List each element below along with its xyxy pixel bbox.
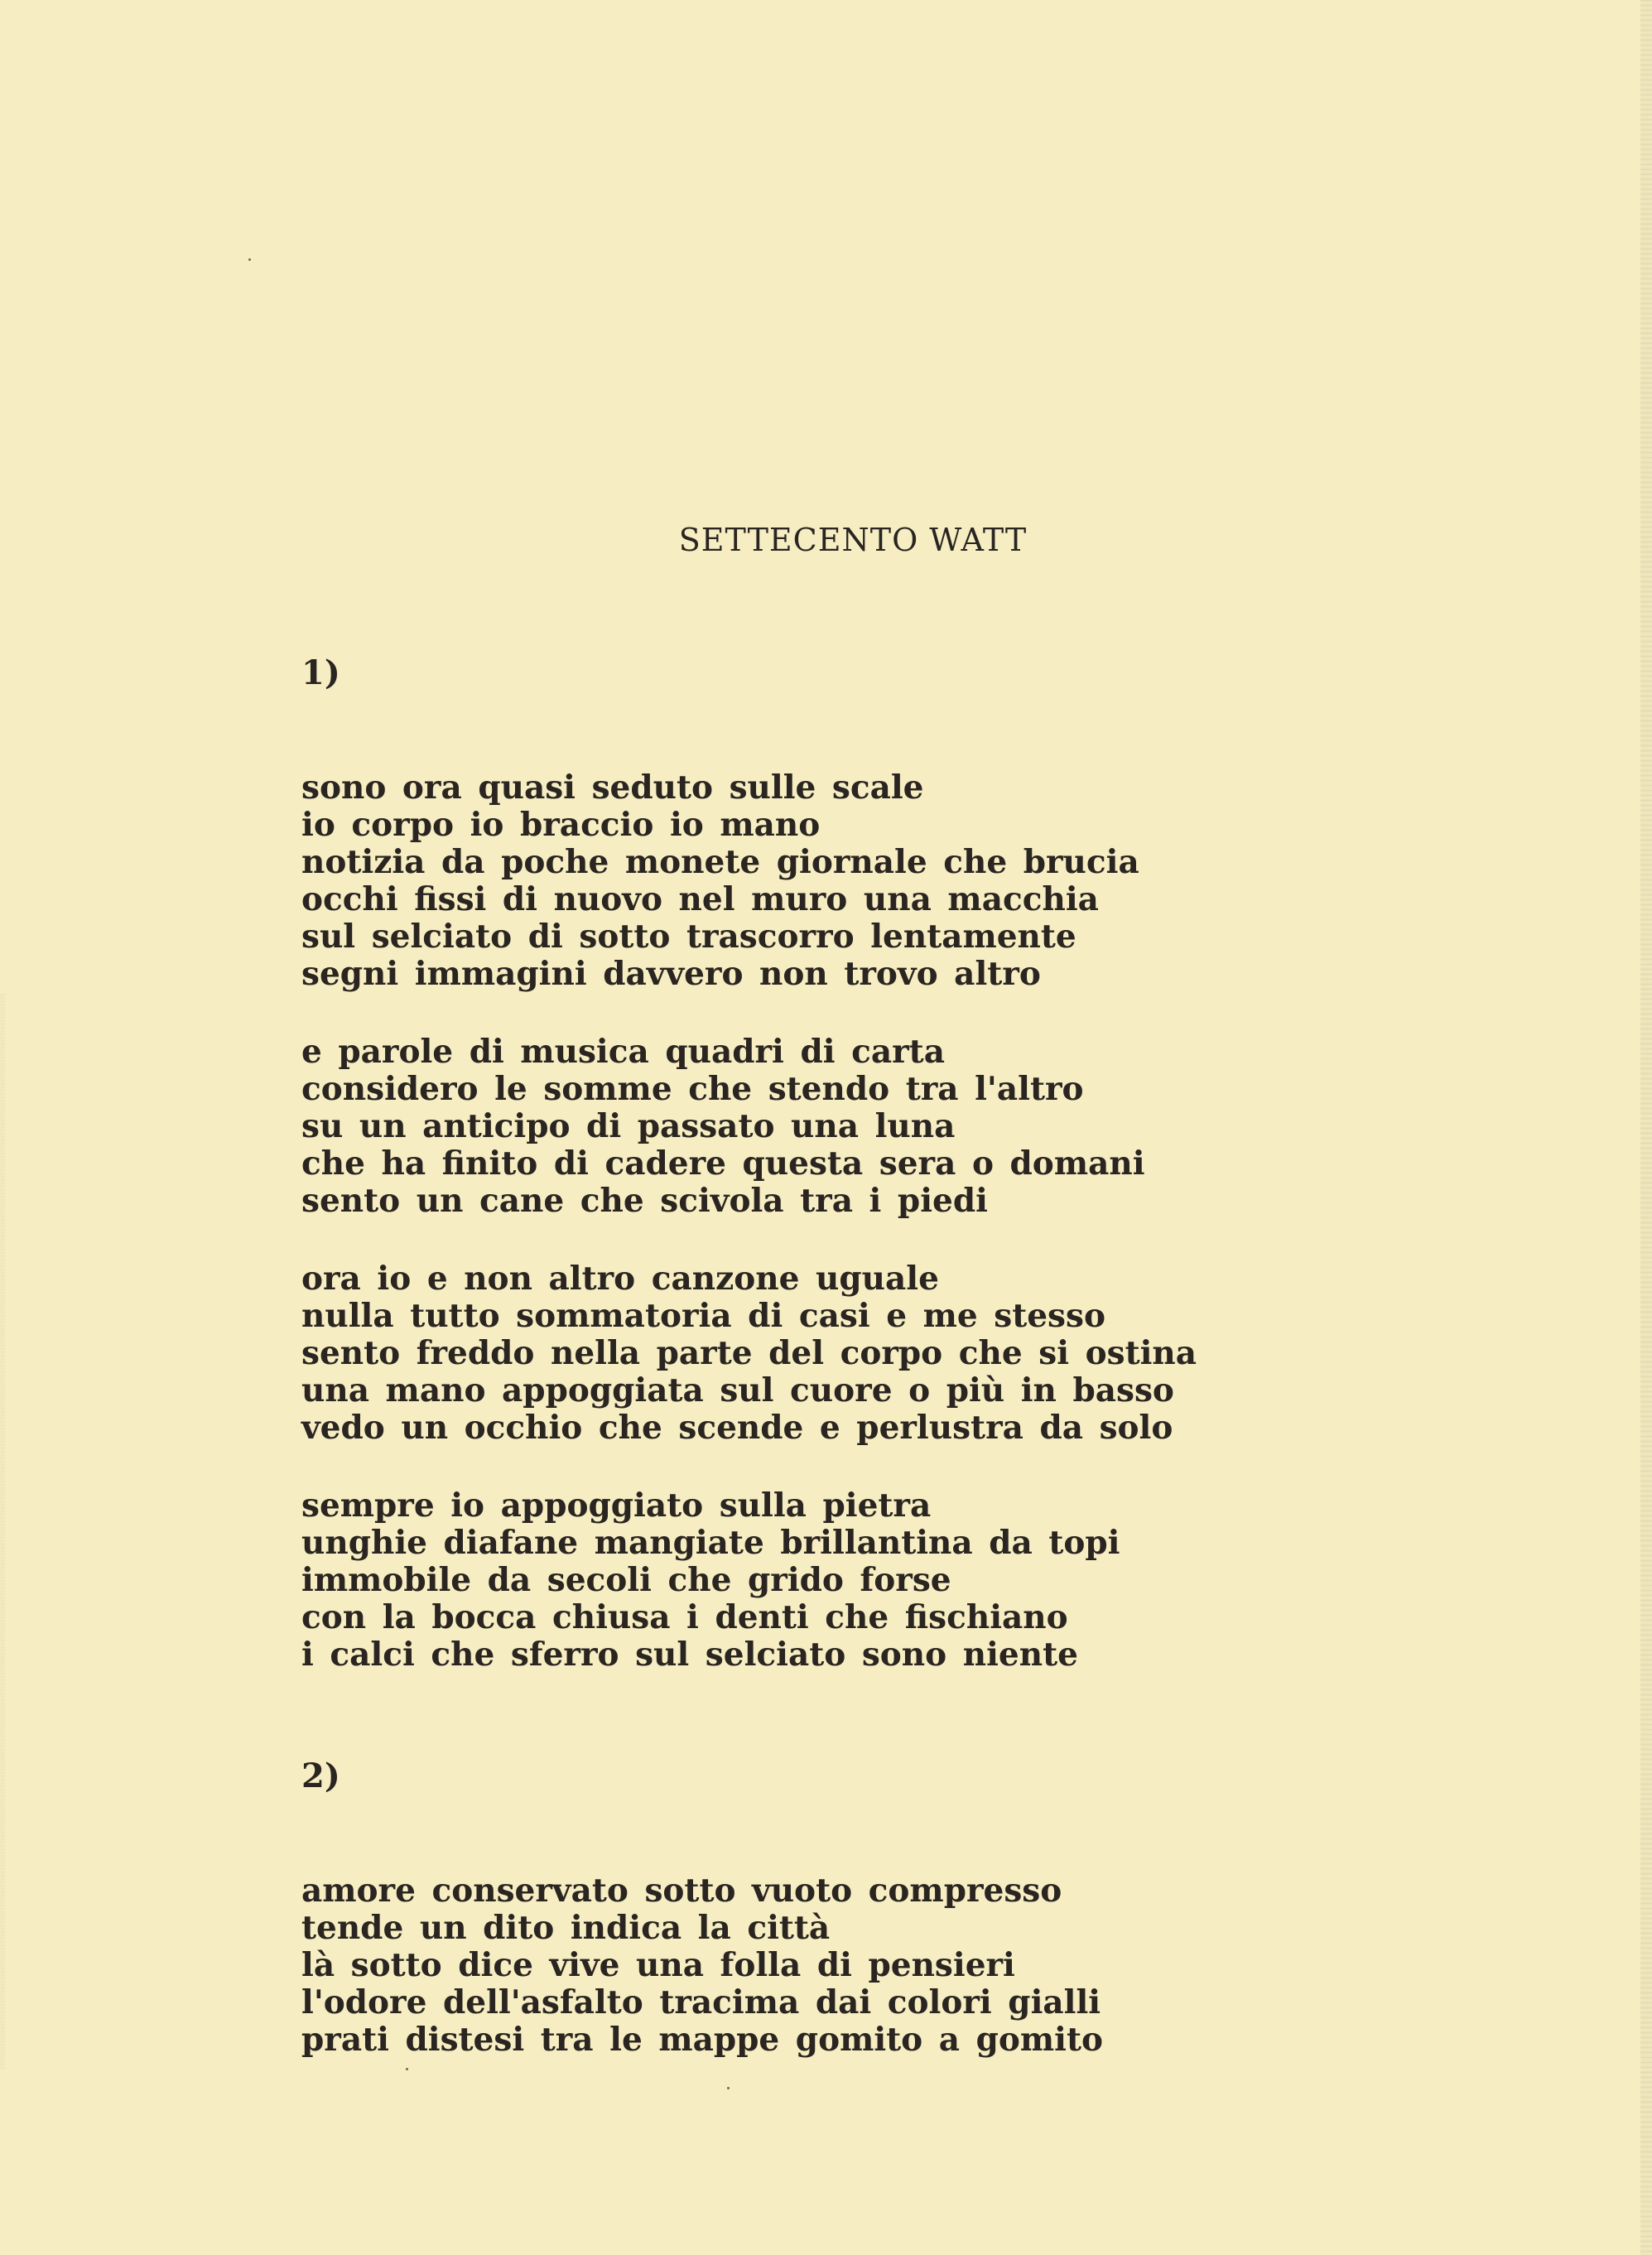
page-edge-left (0, 994, 5, 2070)
page-edge-right (1640, 0, 1652, 2255)
poem-section-1 (301, 654, 1295, 1674)
poem-line: unghie diafane mangiate brillantina da topi (301, 1524, 1120, 1562)
poem-line: occhi fissi di nuovo nel muro una macchia (301, 880, 1099, 918)
poem-line: considero le somme che stendo tra l'altro (301, 1070, 1084, 1108)
poem-line: vedo un occhio che scende e perlustra da solo (301, 1409, 1173, 1447)
poem-line: l'odore dell'asfalto tracima dai colori gialli (301, 1983, 1101, 2021)
stanza (301, 1260, 1295, 1447)
poem-line: prati distesi tra le mappe gomito a gomito (301, 2021, 1104, 2059)
poem-line: segni immagini davvero non trovo altro (301, 955, 1041, 993)
poem-line: che ha finito di cadere questa sera o domani (301, 1144, 1145, 1183)
poem-line: nulla tutto sommatoria di casi e me stesso (301, 1297, 1105, 1335)
speck (727, 2087, 730, 2089)
stanza (301, 1872, 1295, 2059)
poem-line: su un anticipo di passato una luna (301, 1107, 956, 1145)
poem-section-2 (301, 1757, 1295, 2059)
poem-title: SETTECENTO WATT (678, 522, 1028, 558)
poem-line: una mano appoggiata sul cuore o più in basso (301, 1371, 1174, 1409)
speck (406, 2068, 408, 2070)
poem-line: i calci che sferro sul selciato sono niente (301, 1636, 1078, 1674)
poem-line: là sotto dice vive una folla di pensieri (301, 1946, 1015, 1984)
poem-line: immobile da secoli che grido forse (301, 1561, 951, 1599)
poem-line: tende un dito indica la città (301, 1909, 831, 1947)
stanza (301, 769, 1295, 993)
speck (248, 258, 251, 261)
section-number: 1) (301, 653, 340, 692)
stanza (301, 1034, 1295, 1220)
poem-line: io corpo io braccio io mano (301, 806, 821, 844)
poem-line: sempre io appoggiato sulla pietra (301, 1486, 932, 1525)
poem-line: sono ora quasi seduto sulle scale (301, 769, 924, 807)
poem-line: sento freddo nella parte del corpo che si ostina (301, 1334, 1197, 1372)
poem-line: con la bocca chiusa i denti che fischiano (301, 1598, 1068, 1636)
poem-line: sul selciato di sotto trascorro lentamente (301, 918, 1076, 956)
poem-line: amore conservato sotto vuoto compresso (301, 1872, 1062, 1910)
section-number: 2) (301, 1756, 340, 1795)
poem-line: ora io e non altro canzone uguale (301, 1260, 939, 1298)
stanza (301, 1487, 1295, 1674)
poem-line: e parole di musica quadri di carta (301, 1033, 945, 1071)
poem-line: sento un cane che scivola tra i piedi (301, 1182, 988, 1220)
poem-line: notizia da poche monete giornale che brucia (301, 843, 1139, 881)
